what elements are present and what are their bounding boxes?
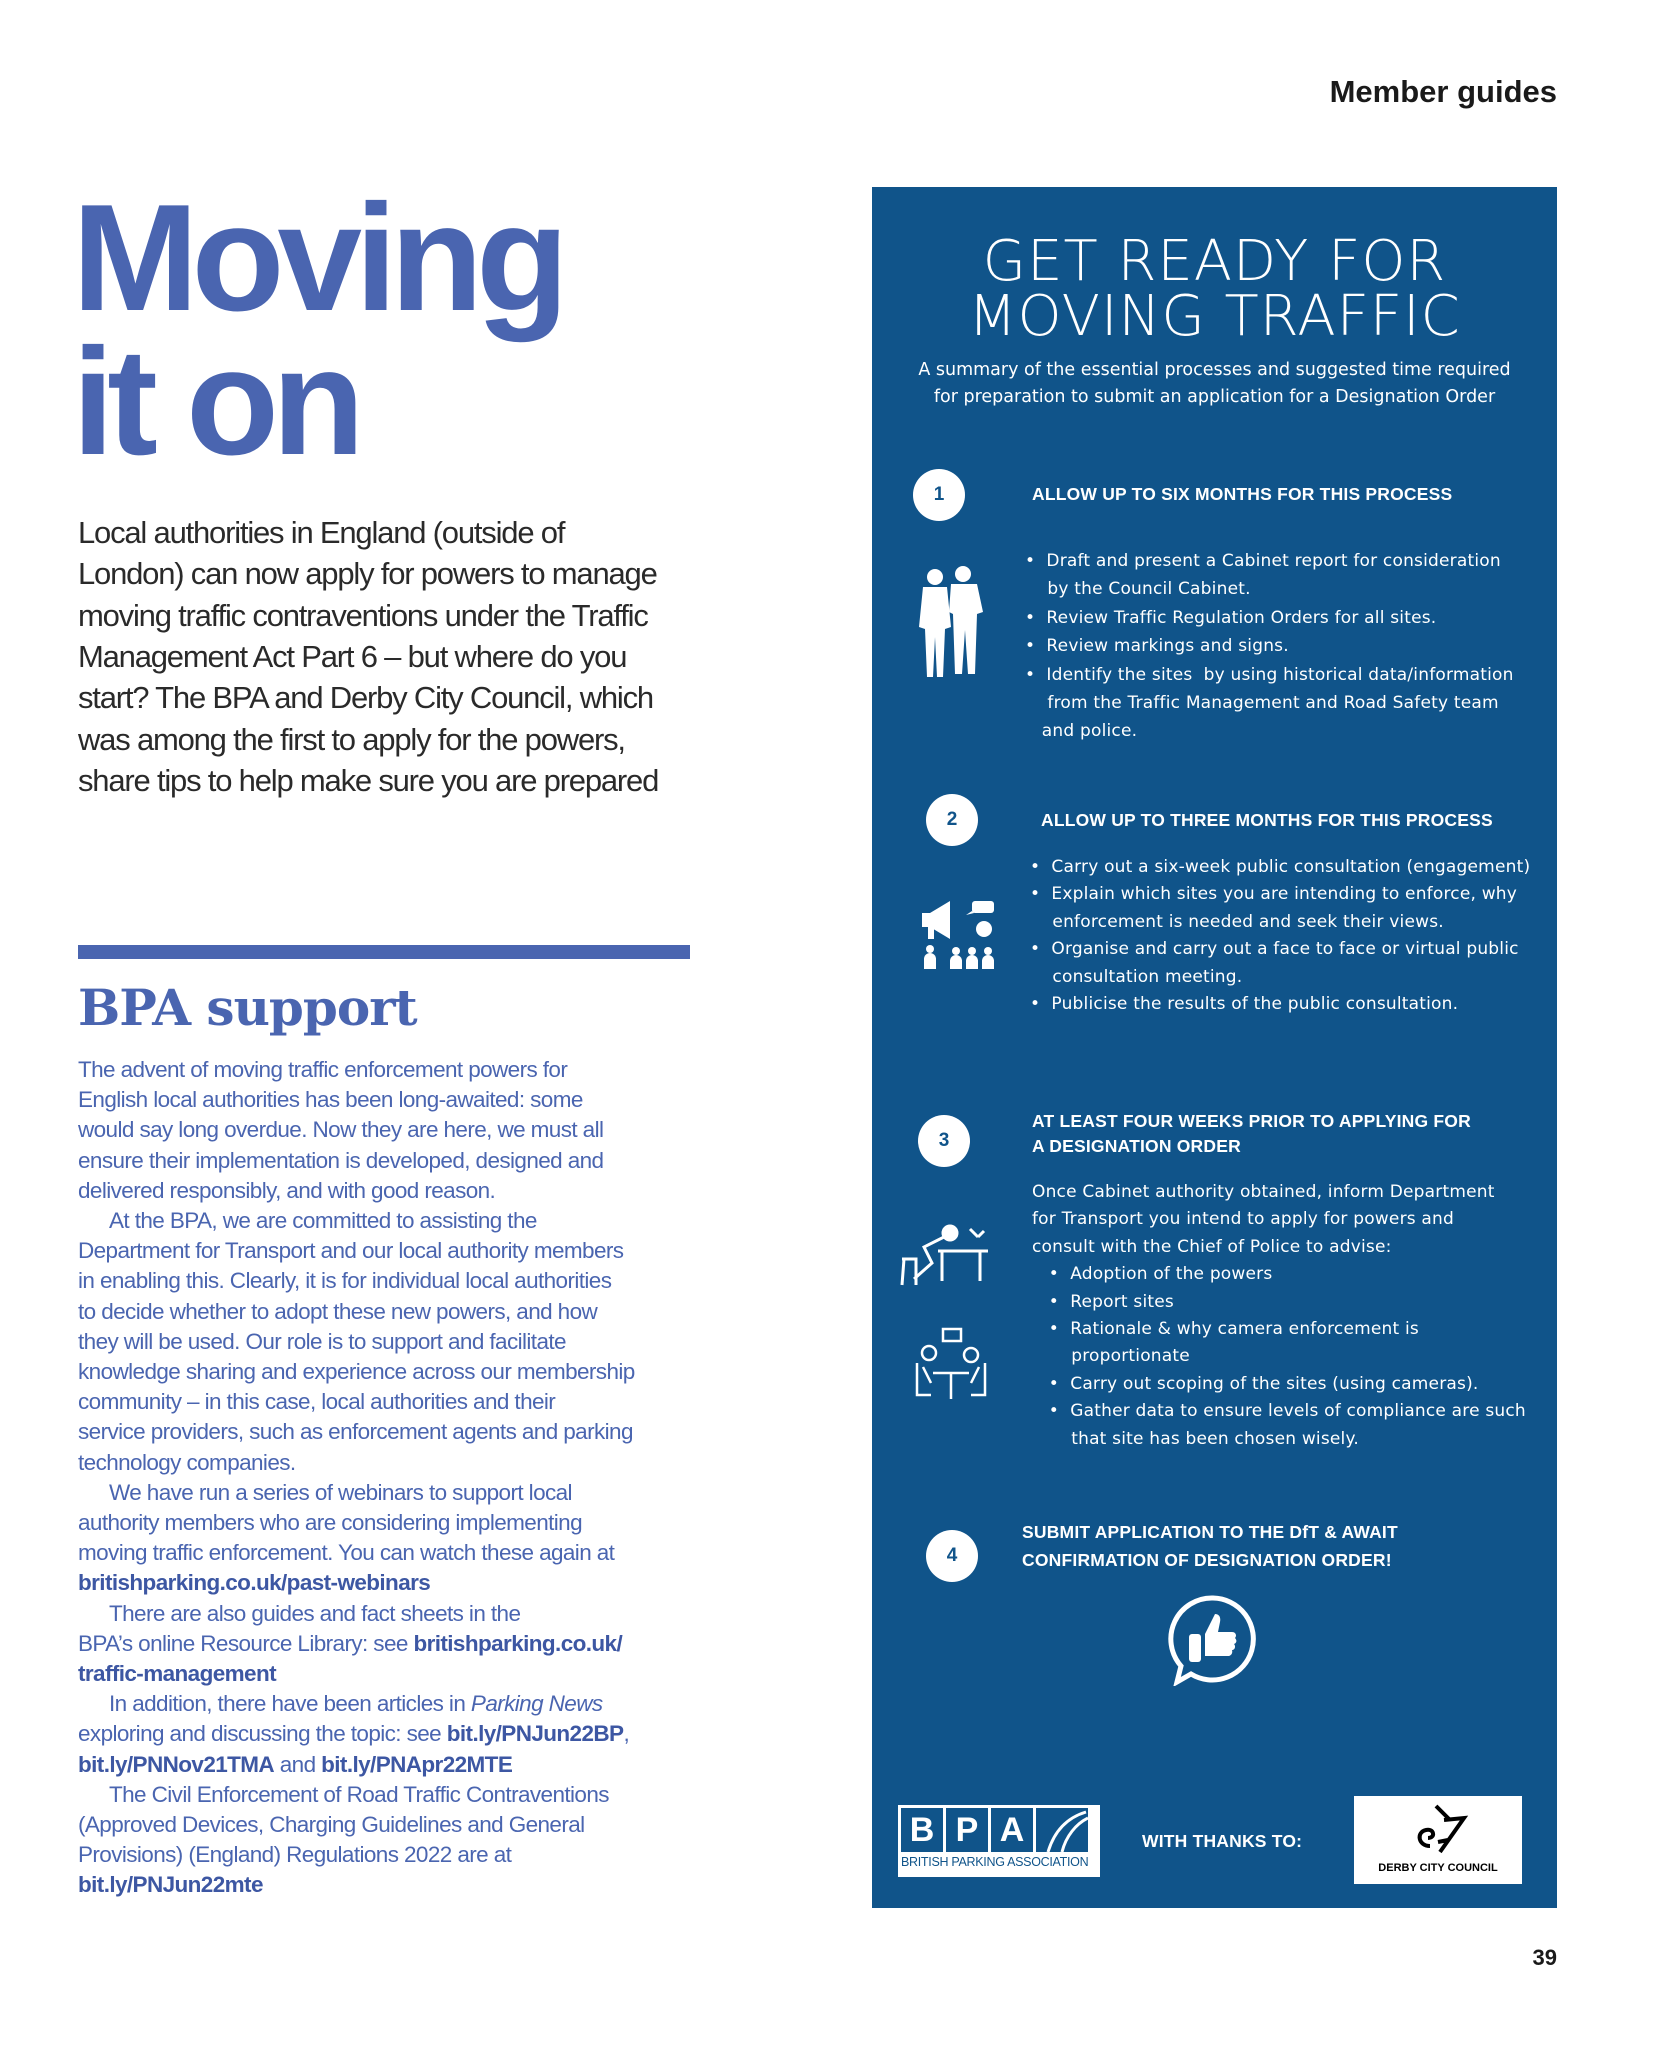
- bpa-logo-letter: B: [901, 1808, 943, 1852]
- step-heading: A DESIGNATION ORDER: [1032, 1136, 1241, 1156]
- step-text: consultation meeting.: [1030, 966, 1243, 987]
- step-heading: ALLOW UP TO SIX MONTHS FOR THIS PROCESS: [1032, 484, 1453, 504]
- step-text: • Carry out scoping of the sites (using cameras).: [1032, 1373, 1479, 1394]
- body-line: [78, 1117, 603, 1143]
- body-text: delivered responsibly, and with good reason.: [78, 1177, 496, 1203]
- body-text: exploring and discussing the topic: see: [78, 1721, 447, 1747]
- step-heading: SUBMIT APPLICATION TO THE DfT & AWAIT: [1022, 1522, 1398, 1542]
- step-text: • Draft and present a Cabinet report for consideration: [1025, 551, 1501, 571]
- step-heading: AT LEAST FOUR WEEKS PRIOR TO APPLYING FOR: [1032, 1111, 1471, 1131]
- body-text: ,: [623, 1721, 630, 1747]
- step-text: • Gather data to ensure levels of compliance are such: [1032, 1401, 1526, 1422]
- body-text: would say long overdue. Now they are here, we must all: [78, 1117, 604, 1143]
- link-text: britishparking.co.uk/past-webinars: [78, 1570, 431, 1596]
- person-at-desk-icon: [900, 1223, 992, 1287]
- body-text: At the BPA, we are committed to assisting the: [109, 1208, 537, 1233]
- body-line: [109, 1208, 537, 1234]
- body-line: [78, 1510, 582, 1536]
- body-text: The advent of moving traffic enforcement powers for: [78, 1057, 568, 1082]
- intro-line: start? The BPA and Derby City Council, which: [78, 680, 653, 716]
- thumbs-up-icon: [1167, 1594, 1259, 1686]
- body-line: [78, 1872, 263, 1898]
- intro-line: Management Act Part 6 – but where do you: [78, 638, 627, 674]
- step-number-badge: 4: [926, 1530, 978, 1582]
- body-text: BPA’s online Resource Library: see: [78, 1630, 414, 1656]
- meeting-icon: [913, 1327, 989, 1401]
- body-text: technology companies.: [78, 1449, 296, 1475]
- body-line: [78, 1540, 614, 1566]
- body-line: [109, 1480, 572, 1506]
- article-title-line-2: it on: [72, 317, 358, 487]
- bpa-logo-letter: P: [946, 1808, 988, 1852]
- step-text: • Publicise the results of the public consultation.: [1030, 994, 1459, 1014]
- body-line: [78, 1389, 555, 1415]
- body-text: English local authorities has been long-awaited: some: [78, 1087, 583, 1113]
- body-text: service providers, such as enforcement agents and parking: [78, 1419, 633, 1445]
- link-text: bit.ly/PNJun22mte: [78, 1872, 263, 1898]
- body-text: In addition, there have been articles in: [109, 1691, 471, 1717]
- step-text: • Review markings and signs.: [1025, 636, 1289, 657]
- step-text: that site has been chosen wisely.: [1032, 1428, 1359, 1449]
- body-text: The Civil Enforcement of Road Traffic Contraventions: [109, 1781, 609, 1807]
- megaphone-audience-icon: [920, 899, 998, 971]
- intro-line: share tips to help make sure you are prepared: [78, 762, 659, 798]
- infographic-title-line-2: MOVING TRAFFIC: [968, 284, 1461, 349]
- step-text: Once Cabinet authority obtained, inform Department: [1032, 1182, 1495, 1202]
- body-line: [78, 1721, 629, 1747]
- body-text: Provisions) (England) Regulations 2022 are at: [78, 1842, 512, 1868]
- businessmen-icon: [913, 565, 989, 683]
- body-text: We have run a series of webinars to support local: [109, 1479, 572, 1505]
- infographic-title-line-1: GET READY FOR: [982, 229, 1447, 294]
- step-text: • Review Traffic Regulation Orders for all sites.: [1025, 607, 1437, 628]
- thanks-label: WITH THANKS TO:: [1142, 1831, 1303, 1851]
- derby-ram-icon: [1408, 1802, 1470, 1858]
- bpa-logo-name: BRITISH PARKING ASSOCIATION: [901, 1855, 1089, 1869]
- body-line: [78, 1661, 276, 1687]
- step-text: • Rationale & why camera enforcement is: [1032, 1319, 1419, 1339]
- body-text: moving traffic enforcement. You can watch these again at: [78, 1540, 615, 1566]
- body-text: Department for Transport and our local authority members: [78, 1238, 624, 1264]
- step-heading: CONFIRMATION OF DESIGNATION ORDER!: [1022, 1549, 1392, 1570]
- intro-line: was among the first to apply for the powers,: [78, 721, 625, 757]
- link-text: bit.ly/PNNov21TMA: [78, 1751, 275, 1777]
- intro-line: London) can now apply for powers to manage: [78, 556, 657, 592]
- bpa-logo: [898, 1805, 1100, 1877]
- link-text: traffic-management: [78, 1661, 276, 1686]
- body-line: [78, 1419, 633, 1445]
- step-number-badge: 3: [918, 1115, 970, 1167]
- step-text: for Transport you intend to apply for powers and: [1032, 1209, 1455, 1230]
- step-text: • Report sites: [1032, 1291, 1174, 1312]
- step-text: • Carry out a six-week public consultation (engagement): [1030, 857, 1531, 877]
- body-line: [78, 1812, 585, 1838]
- body-line: [78, 1148, 603, 1174]
- body-line: [78, 1057, 567, 1083]
- body-text: ensure their implementation is developed, designed and: [78, 1147, 604, 1173]
- step-text: • Organise and carry out a face to face or virtual public: [1030, 939, 1519, 960]
- body-line: [78, 1450, 296, 1476]
- step-text: from the Traffic Management and Road Safety team: [1025, 693, 1499, 713]
- link-text: britishparking.co.uk/: [413, 1630, 623, 1656]
- intro-line: moving traffic contraventions under the Traffic: [78, 597, 648, 633]
- step-number-badge: 2: [926, 794, 978, 846]
- derby-logo-name: DERBY CITY COUNCIL: [1378, 1862, 1498, 1874]
- step-text: proportionate: [1032, 1346, 1190, 1367]
- step-text: • Explain which sites you are intending to enforce, why: [1030, 884, 1518, 905]
- step-heading: ALLOW UP TO THREE MONTHS FOR THIS PROCESS: [1041, 810, 1493, 830]
- body-line: [78, 1570, 430, 1596]
- body-line: [78, 1087, 583, 1113]
- body-text: knowledge sharing and experience across our membership: [78, 1359, 635, 1384]
- step-text: enforcement is needed and seek their views.: [1030, 911, 1444, 932]
- body-line: [109, 1601, 520, 1627]
- link-text: bit.ly/PNApr22MTE: [321, 1751, 513, 1777]
- body-line: [78, 1268, 611, 1294]
- step-text: consult with the Chief of Police to advise:: [1032, 1236, 1392, 1257]
- derby-city-council-logo: [1354, 1796, 1522, 1884]
- page-number: 39: [1532, 1945, 1557, 1970]
- step-text: • Identify the sites by using historical data/information: [1025, 664, 1514, 685]
- step-text: • Adoption of the powers: [1032, 1264, 1273, 1285]
- article-title-line-1: Moving: [72, 173, 562, 343]
- body-line: [78, 1752, 512, 1778]
- step-text: by the Council Cabinet.: [1025, 579, 1251, 600]
- road-graphic-icon: [1036, 1808, 1088, 1852]
- body-text: to decide whether to adopt these new powers, and how: [78, 1298, 598, 1324]
- body-text: (Approved Devices, Charging Guidelines and General: [78, 1812, 585, 1837]
- body-text: authority members who are considering implementing: [78, 1510, 583, 1535]
- body-line: [78, 1842, 511, 1868]
- infographic-subtitle-line-1: A summary of the essential processes and suggested time required: [918, 360, 1511, 380]
- body-line: [109, 1691, 603, 1717]
- link-text: bit.ly/PNJun22BP: [446, 1721, 624, 1747]
- bpa-logo-letter: A: [991, 1808, 1033, 1852]
- section-divider: [78, 945, 690, 959]
- body-text: community – in this case, local authorities and their: [78, 1389, 556, 1415]
- step-text: and police.: [1025, 721, 1138, 742]
- body-line: [78, 1299, 597, 1325]
- body-line: [78, 1359, 635, 1385]
- body-text: they will be used. Our role is to support and facilitate: [78, 1328, 566, 1354]
- body-text: in enabling this. Clearly, it is for individual local authorities: [78, 1268, 612, 1294]
- section-label: Member guides: [1329, 74, 1557, 109]
- infographic-subtitle-line-2: for preparation to submit an application for a Designation Order: [933, 387, 1496, 407]
- body-line: [109, 1782, 609, 1808]
- body-text: Parking News: [470, 1691, 603, 1717]
- bpa-support-heading: BPA support: [78, 978, 417, 1037]
- body-text: There are also guides and fact sheets in the: [109, 1600, 521, 1626]
- body-text: and: [274, 1751, 322, 1777]
- body-line: [78, 1631, 622, 1657]
- body-line: [78, 1178, 495, 1204]
- intro-line: Local authorities in England (outside of: [78, 515, 565, 550]
- body-line: [78, 1329, 566, 1355]
- body-line: [78, 1238, 623, 1264]
- infographic-panel: [872, 187, 1557, 1908]
- step-number-badge: 1: [913, 469, 965, 521]
